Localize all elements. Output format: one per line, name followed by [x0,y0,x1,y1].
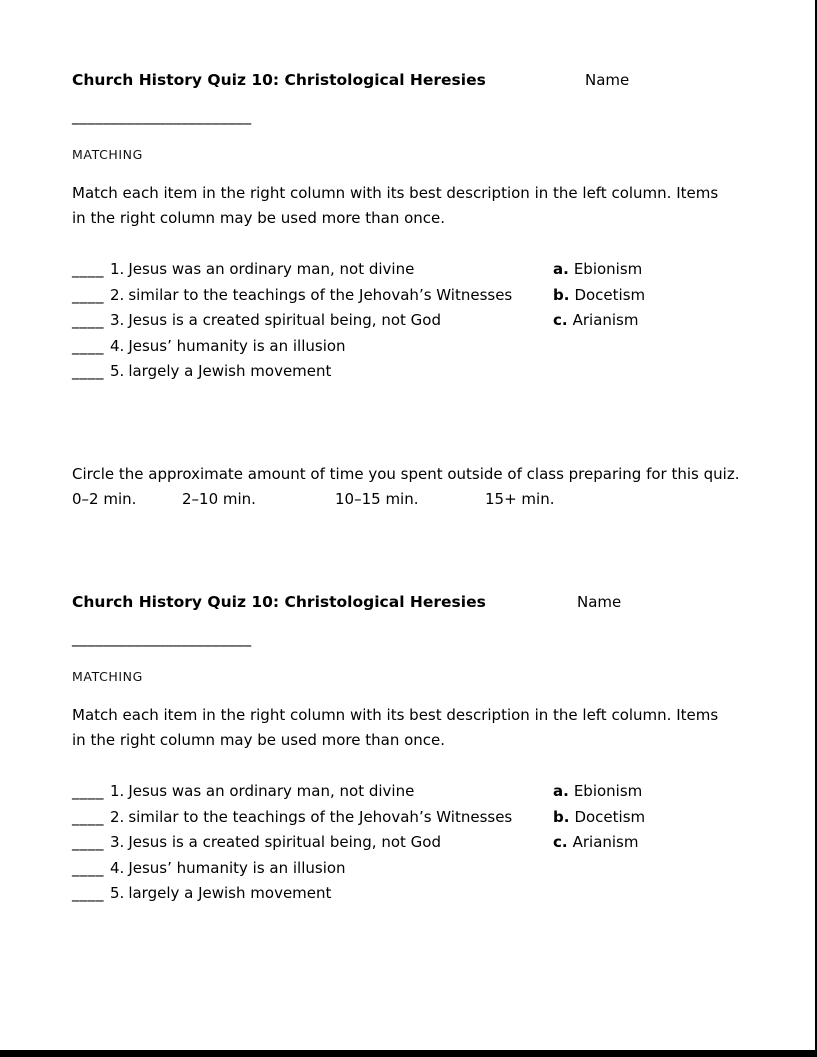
matching-item-5 [72,359,762,385]
matching-heading: MATCHING [72,669,143,684]
name-label: Name [585,71,630,89]
matching-item-3 [72,308,762,334]
matching-item-2 [72,283,762,309]
answer-blank: ____ [72,260,104,278]
item-number: 2. [110,807,125,826]
matching-item-5 [72,881,762,907]
answer-blank: ____ [72,807,104,826]
item-number: 4. [110,336,125,355]
quiz-copy-1 [72,68,762,528]
title-row [72,68,762,93]
matching-items [72,779,762,907]
item-text: largely a Jewish movement [128,362,332,380]
item-number: 2. [110,285,125,304]
option-text: Ebionism [573,260,643,278]
answer-blank: ____ [72,311,104,329]
item-number: 5. [110,884,125,902]
matching-items [72,257,762,385]
option-letter: b. [553,807,570,826]
option-a [553,779,642,805]
quiz-copy-2 [72,590,762,930]
option-letter: b. [553,285,570,304]
option-letter: a. [553,782,569,800]
name-blank-line: _______________________ [72,629,252,647]
option-a [553,257,642,283]
answer-blank: ____ [72,285,104,304]
time-question-options [72,487,762,512]
item-text: Jesus’ humanity is an illusion [128,858,346,877]
item-text: similar to the teachings of the Jehovah’s Witnesses [128,285,513,304]
matching-item-2 [72,805,762,831]
item-text: Jesus’ humanity is an illusion [128,336,346,355]
option-b [553,805,645,831]
answer-blank: ____ [72,336,104,355]
matching-item-4 [72,856,762,882]
item-text: Jesus is a created spiritual being, not God [128,833,441,851]
answer-blank: ____ [72,884,104,902]
item-text: Jesus was an ordinary man, not divine [128,260,415,278]
name-blank-line: _______________________ [72,107,252,125]
item-number: 1. [110,260,125,278]
quiz-title: Church History Quiz 10: Christological Heresies [72,71,486,89]
option-text: Ebionism [573,782,643,800]
option-c [553,308,638,334]
matching-item-1 [72,257,762,283]
answer-blank: ____ [72,362,104,380]
answer-blank: ____ [72,782,104,800]
option-c [553,830,638,856]
quiz-title: Church History Quiz 10: Christological Heresies [72,593,486,611]
matching-instructions: Match each item in the right column with its best description in the left column. Items in the right column may be used more than once. [72,706,719,749]
time-option-2-10: 2–10 min. [182,490,256,508]
matching-heading: MATCHING [72,147,143,162]
time-option-10-15: 10–15 min. [335,490,419,508]
matching-item-1 [72,779,762,805]
scan-edge-bottom [0,1050,817,1057]
answer-blank: ____ [72,833,104,851]
item-number: 1. [110,782,125,800]
matching-item-3 [72,830,762,856]
option-b [553,283,645,309]
option-letter: a. [553,260,569,278]
name-label: Name [577,593,622,611]
answer-blank: ____ [72,858,104,877]
matching-item-4 [72,334,762,360]
item-number: 3. [110,311,125,329]
item-text: largely a Jewish movement [128,884,332,902]
option-letter: c. [553,833,568,851]
option-text: Docetism [574,285,646,304]
option-text: Arianism [572,833,639,851]
option-text: Docetism [574,807,646,826]
item-text: Jesus is a created spiritual being, not God [128,311,441,329]
item-text: Jesus was an ordinary man, not divine [128,782,415,800]
item-text: similar to the teachings of the Jehovah’s Witnesses [128,807,513,826]
matching-instructions: Match each item in the right column with its best description in the left column. Items in the right column may be used more than once. [72,184,719,227]
item-number: 4. [110,858,125,877]
item-number: 5. [110,362,125,380]
option-text: Arianism [572,311,639,329]
time-question-prompt: Circle the approximate amount of time you spent outside of class preparing for this quiz. [72,465,740,483]
time-option-0-2: 0–2 min. [72,490,137,508]
option-letter: c. [553,311,568,329]
time-option-15-plus: 15+ min. [485,490,555,508]
item-number: 3. [110,833,125,851]
title-row [72,590,762,615]
